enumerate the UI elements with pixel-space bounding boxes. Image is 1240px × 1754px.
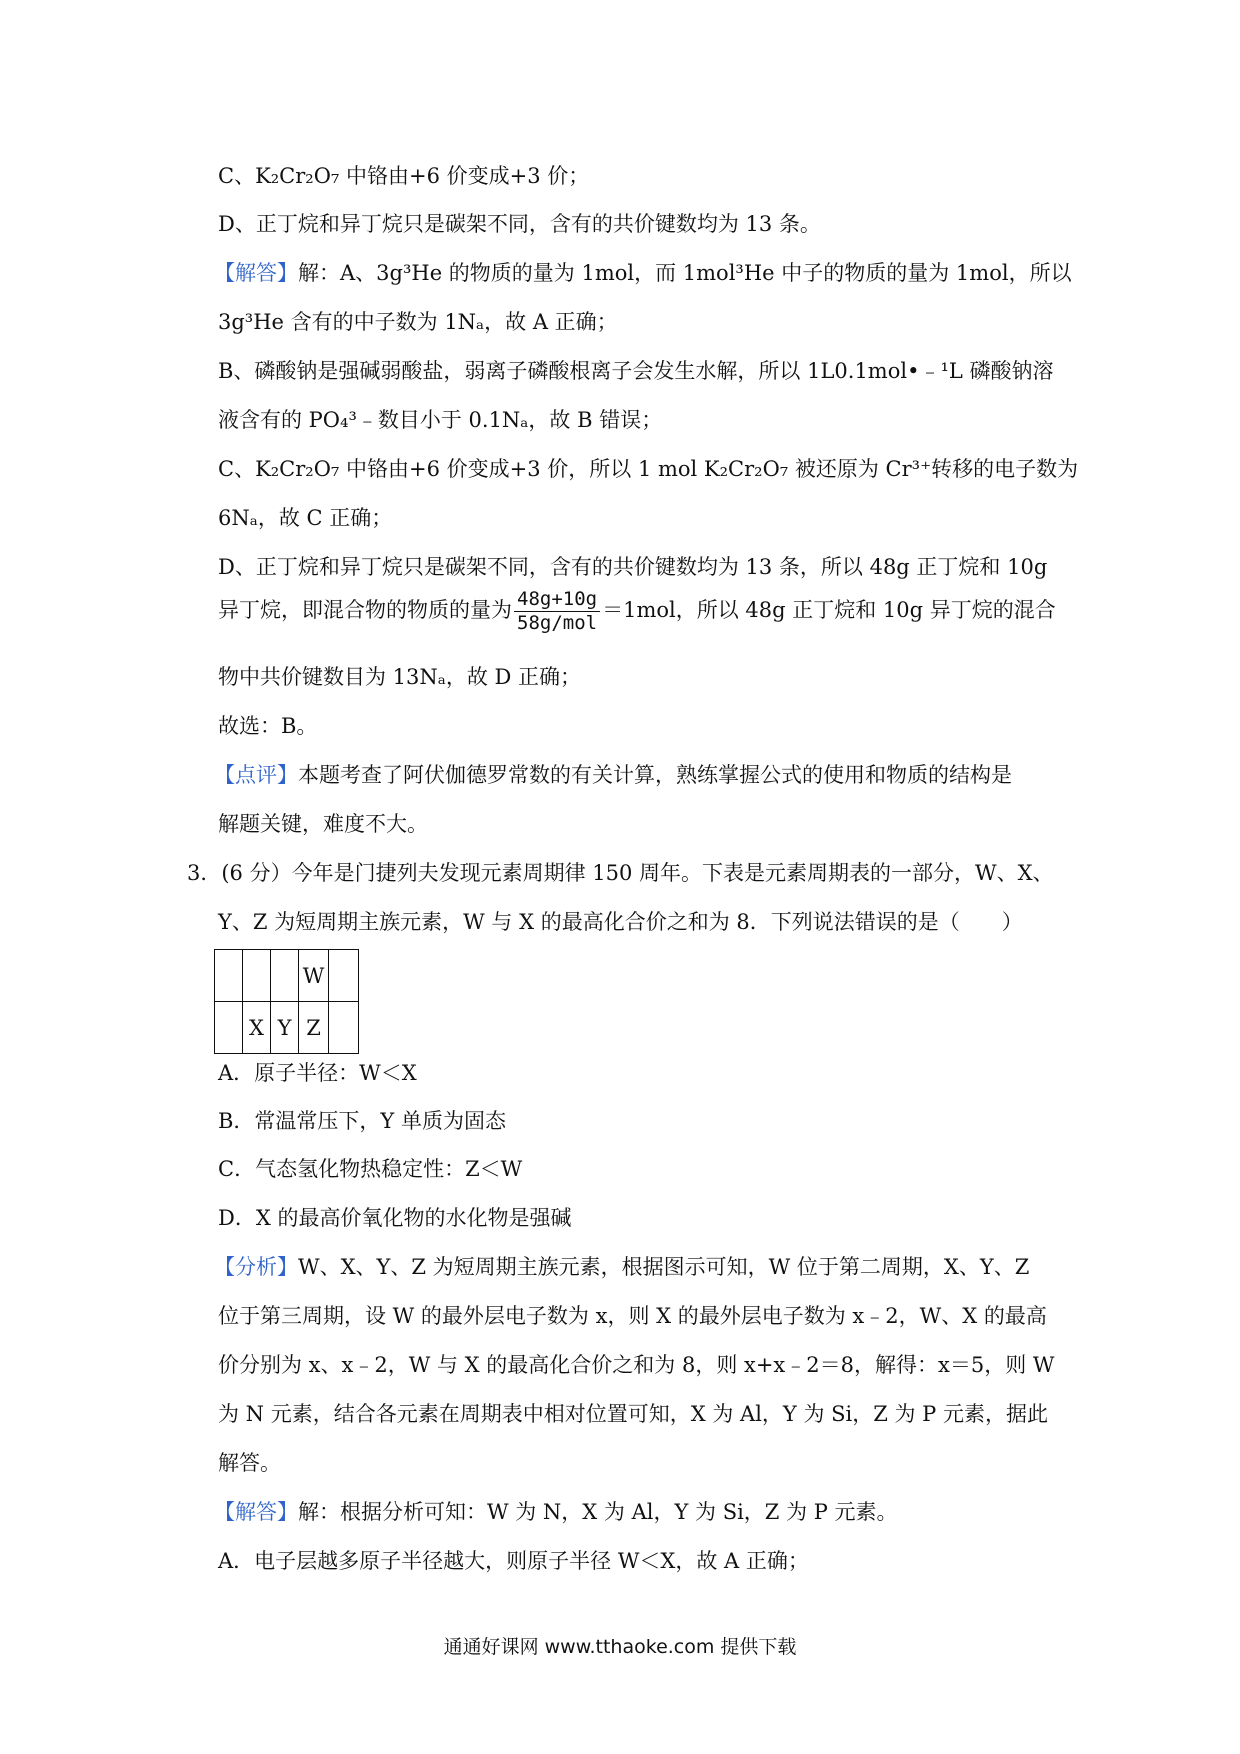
table-row: [215, 950, 359, 1002]
table-cell: X: [243, 1002, 271, 1054]
answer-tag: 【解答】: [214, 261, 298, 285]
table-cell: [329, 950, 359, 1002]
text-line: 物中共价键数目为 13Nₐ，故 D 正确；: [218, 665, 582, 689]
table-cell: [215, 950, 243, 1002]
text-line: D、正丁烷和异丁烷只是碳架不同，含有的共价键数均为 13 条。: [218, 212, 821, 236]
comment-tag: 【点评】: [214, 763, 298, 787]
option-b: B．常温常压下，Y 单质为固态: [218, 1109, 506, 1133]
table-cell: Z: [299, 1002, 329, 1054]
answer-text: 解：A、3g³He 的物质的量为 1mol，而 1mol³He 中子的物质的量为 1mol，所以: [298, 261, 1072, 285]
option-c: C．气态氢化物热稳定性：Z＜W: [218, 1157, 523, 1181]
text-line: 价分别为 x、x﹣2，W 与 X 的最高化合价之和为 8，则 x+x﹣2＝8，解得：x＝5，则 W: [218, 1353, 1055, 1377]
text-line: [214, 765, 1012, 786]
table-cell: [329, 1002, 359, 1054]
text-line: C、K₂Cr₂O₇ 中铬由+6 价变成+3 价，所以 1 mol K₂Cr₂O₇ 被还原为 Cr³⁺转移的电子数为: [218, 457, 1079, 481]
table-cell: [215, 1002, 243, 1054]
text-part: 异丁烷，即混合物的物质的量为: [218, 598, 512, 622]
periodic-table-fragment: [214, 949, 359, 1054]
text-line-with-fraction: [218, 590, 1056, 633]
analysis-text: W、X、Y、Z 为短周期主族元素，根据图示可知，W 位于第二周期，X、Y、Z: [298, 1255, 1030, 1279]
table-row: [215, 1002, 359, 1054]
solution-text: 解：根据分析可知：W 为 N，X 为 Al，Y 为 Si，Z 为 P 元素。: [298, 1500, 898, 1524]
table-cell: [243, 950, 271, 1002]
text-line: C、K₂Cr₂O₇ 中铬由+6 价变成+3 价；: [218, 164, 590, 188]
table-cell: Y: [271, 1002, 299, 1054]
text-line: 解答。: [218, 1451, 281, 1475]
text-line: 液含有的 PO₄³﹣数目小于 0.1Nₐ，故 B 错误；: [218, 408, 663, 432]
text-line: 位于第三周期，设 W 的最外层电子数为 x，则 X 的最外层电子数为 x﹣2，W、X 的最高: [218, 1304, 1047, 1328]
table-cell: [271, 950, 299, 1002]
text-line: D、正丁烷和异丁烷只是碳架不同，含有的共价键数均为 13 条，所以 48g 正丁烷和 10g: [218, 555, 1048, 579]
text-line: 解题关键，难度不大。: [218, 812, 428, 836]
question-3: 3．(6 分）今年是门捷列夫发现元素周期律 150 周年。下表是元素周期表的一部分，W、X、: [187, 861, 1054, 885]
fraction-numerator: 48g+10g: [514, 590, 600, 612]
text-line: 6Nₐ，故 C 正确；: [218, 506, 393, 530]
option-a: A．原子半径：W＜X: [218, 1061, 417, 1085]
text-line: B、磷酸钠是强碱弱酸盐，弱离子磷酸根离子会发生水解，所以 1L0.1mol•﹣¹L 磷酸钠溶: [218, 359, 1054, 383]
text-line: [214, 1257, 1029, 1278]
text-line: 3g³He 含有的中子数为 1Nₐ，故 A 正确；: [218, 310, 618, 334]
solution-tag: 【解答】: [214, 1500, 298, 1524]
option-d: D．X 的最高价氧化物的水化物是强碱: [218, 1206, 572, 1230]
fraction-denominator: 58g/mol: [517, 612, 598, 634]
text-line: A．电子层越多原子半径越大，则原子半径 W＜X，故 A 正确；: [218, 1549, 809, 1573]
text-line: 故选：B。: [218, 714, 318, 738]
text-line: Y、Z 为短周期主族元素，W 与 X 的最高化合价之和为 8．下列说法错误的是（ ）: [218, 910, 1023, 934]
comment-text: 本题考查了阿伏伽德罗常数的有关计算，熟练掌握公式的使用和物质的结构是: [298, 763, 1012, 787]
table-cell: W: [299, 950, 329, 1002]
text-line: 为 N 元素，结合各元素在周期表中相对位置可知，X 为 Al，Y 为 Si，Z 为 P 元素，据此: [218, 1402, 1048, 1426]
fraction: [514, 590, 600, 633]
text-line: [214, 263, 1072, 284]
text-line: [214, 1502, 898, 1523]
analysis-tag: 【分析】: [214, 1255, 298, 1279]
page-footer: 通通好课网 www.tthaoke.com 提供下载: [443, 1636, 797, 1658]
text-part: ＝1mol，所以 48g 正丁烷和 10g 异丁烷的混合: [602, 598, 1056, 622]
